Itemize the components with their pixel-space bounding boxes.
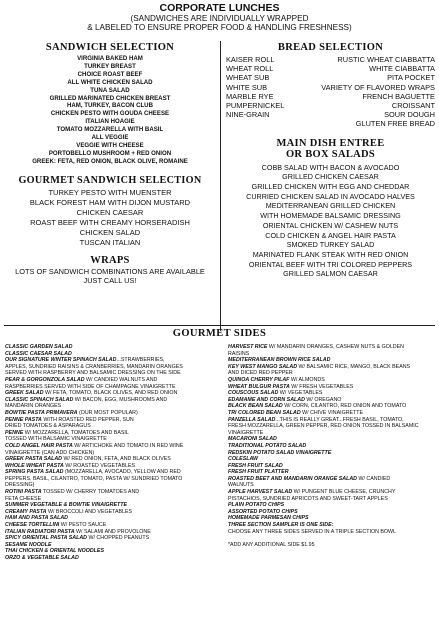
side-item-description: (MOZZARELLA, AVOCADO, YELLOW AND RED xyxy=(63,469,181,476)
bread-item: WHITE CIABBATTA xyxy=(369,64,435,74)
side-item-name: SPRING PASTA SALAD xyxy=(5,469,64,476)
bread-row xyxy=(226,110,435,119)
bread-item: PUMPERNICKEL xyxy=(226,101,285,111)
box-salads-title: OR BOX SALADS xyxy=(285,149,376,161)
side-item-name: PANZELLA SALAD xyxy=(228,416,276,423)
bread-item: WHITE SUB xyxy=(226,82,268,92)
side-item xyxy=(5,436,227,443)
side-item xyxy=(5,522,227,529)
bread-row xyxy=(226,83,435,92)
bread-row xyxy=(226,64,435,73)
side-item-name: COUSCOUS SALAD xyxy=(228,390,279,397)
side-item xyxy=(5,509,227,516)
side-item-name: WHOLE WHEAT PASTA xyxy=(5,462,64,469)
side-item-name: FRESH FRUIT SALAD xyxy=(228,462,283,469)
side-item xyxy=(228,489,436,496)
side-item-name: THREE SECTION SAMPLER IS ONE SIDE: xyxy=(228,522,334,529)
sandwich-item: HAM, TURKEY, BACON CLUB xyxy=(67,102,153,110)
side-item-name: COLD ANGEL HAIR PASTA xyxy=(5,442,73,449)
bread-row xyxy=(226,73,435,82)
sandwich-item: TOMATO MOZZARELLA WITH BASIL xyxy=(56,126,164,134)
side-item-name: BLACK BEAN SALAD xyxy=(228,403,283,410)
side-item-description: ...THIS IS REALLY GREAT...FRESH BASIL, TOMATO, xyxy=(275,416,404,423)
side-item xyxy=(228,515,436,522)
side-item xyxy=(228,344,436,351)
side-item-description: W/ ARTICHOKE AND TOMATO IN RED WINE xyxy=(72,442,184,449)
side-item-name: COLESLAW xyxy=(228,456,259,463)
sandwich-item: VEGGIE WITH CHEESE xyxy=(76,141,144,149)
main-dish-item: ORIENTAL CHICKEN W/ CASHEW NUTS xyxy=(262,220,399,230)
side-item-description: (OUR MOST POPULAR) xyxy=(77,409,138,416)
side-item xyxy=(5,344,227,351)
side-item xyxy=(5,423,227,430)
side-item-name: CHEESE TORTELLINI xyxy=(5,522,60,529)
side-item xyxy=(5,496,227,503)
side-item xyxy=(5,370,227,377)
side-item-description: W/ VEGETABLES xyxy=(278,390,323,397)
side-item-name: HOMEMADE PARMESAN CHIPS xyxy=(228,515,309,522)
side-item-description: PEPPERS, BASIL, CILANTRO, TOMATO, PASTA W/ SUNDRIED TOMATO xyxy=(5,475,183,482)
side-item-description: W/ BACON, EGG, MUSHROOMS AND xyxy=(73,396,168,403)
main-dish-item: MARINATED FLANK STEAK WITH RED ONION xyxy=(252,249,409,259)
main-dish-item: GRILLED CHICKEN WITH EGG AND CHEDDAR xyxy=(251,182,410,192)
side-item xyxy=(228,417,436,424)
sides-left-column xyxy=(5,344,227,562)
side-item-description: FRESH MOZZARELLA, GREEN PEPPER, RED ONION TOSSED IN BALSAMIC xyxy=(228,423,419,430)
side-item-description: *ADD ANY ADDITIONAL SIDE $1.95 xyxy=(228,541,315,548)
side-item xyxy=(228,403,436,410)
side-item xyxy=(228,529,436,536)
side-item xyxy=(5,463,227,470)
side-item-name: QUINOA CHERRY PILAF xyxy=(228,376,290,383)
side-item-description: TOSSED WITH BALSAMIC VINAIGRETTE xyxy=(5,436,107,443)
bread-row xyxy=(226,119,435,128)
main-dish-item: SMOKED TURKEY SALAD xyxy=(286,240,375,250)
bread-item: PITA POCKET xyxy=(387,73,435,83)
sandwich-item: ITALIAN HOAGIE xyxy=(85,118,135,126)
side-item-description: W/ MANDARIN ORANGES, CASHEW NUTS & GOLDEN xyxy=(267,344,404,350)
side-item-name: HAM AND PASTA SALAD xyxy=(5,515,68,522)
side-item xyxy=(5,397,227,404)
side-item-name: PENNE xyxy=(5,429,24,436)
side-item xyxy=(228,397,436,404)
side-item-description: W/ RED ONION, FETA, AND BLACK OLIVES xyxy=(62,456,171,463)
side-item xyxy=(5,542,227,549)
gourmet-sides-title: GOURMET SIDES xyxy=(172,328,267,339)
side-item xyxy=(228,423,436,430)
side-item-description: W/ SALAMI AND PROVOLONE xyxy=(74,528,151,535)
left-column xyxy=(4,42,216,285)
sandwich-item: TUNA SALAD xyxy=(90,86,130,94)
side-item xyxy=(228,357,436,364)
side-item xyxy=(228,509,436,516)
side-item-name: CLASSIC SPINACH SALAD xyxy=(5,396,74,403)
side-item xyxy=(5,529,227,536)
side-item-name: ITALIAN RADIATORI PASTA xyxy=(5,528,75,535)
bread-item: NINE-GRAIN xyxy=(226,110,270,120)
side-item-name: ORZO & VEGETABLE SALAD xyxy=(5,555,79,561)
side-item xyxy=(5,476,227,483)
gourmet-sandwich-item: ROAST BEEF WITH CREAMY HORSERADISH xyxy=(30,217,190,227)
bread-item: WHEAT ROLL xyxy=(226,64,274,74)
side-item-name: HARVEST RICE xyxy=(228,344,268,350)
bread-row xyxy=(226,55,435,64)
main-dish-item: CURRIED CHICKEN SALAD IN AVOCADO HALVES xyxy=(246,191,415,201)
main-dish-item: GRILLED CHICKEN CAESAR xyxy=(282,172,379,182)
sandwich-list xyxy=(4,55,216,166)
side-item-name: PLAIN POTATO CHIPS xyxy=(228,502,285,509)
side-item xyxy=(5,548,227,555)
side-item-name: MACARONI SALAD xyxy=(228,436,277,443)
side-item xyxy=(228,364,436,371)
side-item-name: WHEAT BULGUR PASTA xyxy=(228,383,290,390)
side-item xyxy=(5,456,227,463)
side-item-description: FETA CHEESE xyxy=(5,495,42,502)
bread-item: WHEAT SUB xyxy=(226,73,270,83)
sandwich-item: PORTOBELLO MUSHROOM + RED ONION xyxy=(48,149,172,157)
sandwich-item: CHOICE ROAST BEEF xyxy=(77,70,143,78)
side-item-name: OUR SIGNATURE WINTER SPINACH SALAD xyxy=(5,357,117,364)
side-item xyxy=(5,515,227,522)
main-dish-list xyxy=(226,163,435,279)
side-item-name: SUMMER VEGETABLE & BOWTIE VINAIGRETTE xyxy=(5,502,128,509)
wraps-note-line2: JUST CALL US! xyxy=(83,275,137,285)
side-item-description: DRESSING) xyxy=(5,482,35,489)
bread-item: CROISSANT xyxy=(391,101,435,111)
side-item-description: WITH ROASTED RED PEPPER, SUN xyxy=(41,416,134,423)
side-item-name: BOWTIE PASTA PRIMAVERA xyxy=(5,409,78,416)
side-item xyxy=(5,535,227,542)
bread-item: KAISER ROLL xyxy=(226,55,275,64)
side-item xyxy=(228,476,436,483)
side-item xyxy=(228,482,436,489)
side-item-name: ASSORTED POTATO CHIPS xyxy=(228,508,298,515)
side-item-description: VINAIGRETTE (CAN ADD CHICKEN) xyxy=(5,449,95,456)
bread-item: GLUTEN FREE BREAD xyxy=(355,119,435,129)
side-item-name: REDSKIN POTATO SALAD VINAIGRETTE xyxy=(228,449,332,456)
side-item-description: W/ MOZZARELLA, TOMATOES AND BASIL xyxy=(23,429,129,436)
main-dish-item: COLD CHICKEN & ANGEL HAIR PASTA xyxy=(265,230,396,240)
main-dish-item: ORIENTAL BEEF WITH TRI COLORED PEPPERS xyxy=(248,259,413,269)
gourmet-sandwich-item: CHICKEN CAESAR xyxy=(76,207,144,217)
side-item xyxy=(228,390,436,397)
side-item-description: APPLES, SUNDRIED RAISINS & CRANBERRIES, MANDARIN ORANGES xyxy=(5,363,183,370)
bread-row xyxy=(226,101,435,110)
side-item-name: APPLE HARVEST SALAD xyxy=(228,489,293,496)
main-dish-item: COBB SALAD WITH BACON & AVOCADO xyxy=(261,162,400,172)
side-item xyxy=(5,489,227,496)
side-item xyxy=(228,542,436,549)
side-item-description: W/ ROASTED VEGETABLES xyxy=(63,462,135,469)
side-item-name: PEAR & GORGONZOLA SALAD xyxy=(5,376,85,383)
section-divider xyxy=(4,325,435,326)
side-item-name: THAI CHICKEN & ORIENTAL NOODLES xyxy=(5,548,104,555)
side-item-description: TOSSED W/ CHERRY TOMATOES AND xyxy=(41,489,140,496)
side-item xyxy=(5,482,227,489)
header-note-line1: (SANDWICHES ARE INDIVIDUALLY WRAPPED xyxy=(130,14,309,23)
bread-item: SOUR DOUGH xyxy=(384,110,435,120)
side-item xyxy=(5,469,227,476)
side-item xyxy=(5,555,227,562)
sandwich-item: ALL WHITE CHICKEN SALAD xyxy=(67,78,153,86)
side-item-name: SPICY ORIENTAL PASTA SALAD xyxy=(5,535,88,542)
sandwich-item: TURKEY BREAST xyxy=(84,62,136,70)
side-item xyxy=(5,390,227,397)
gourmet-sandwich-title: GOURMET SANDWICH SELECTION xyxy=(18,174,202,186)
gourmet-sandwich-item: TURKEY PESTO WITH MUENSTER xyxy=(48,187,172,197)
side-item-name: GREEK PASTA SALAD xyxy=(5,456,62,463)
side-item xyxy=(228,463,436,470)
side-item-description: SERVED WITH RASPBERRY AND BALSAMIC DRESSING ON THE SIDE xyxy=(5,370,181,377)
wraps-note-line1: LOTS OF SANDWICH COMBINATIONS ARE AVAILABLE xyxy=(15,266,205,276)
side-item xyxy=(228,469,436,476)
page-title: CORPORATE LUNCHES xyxy=(159,2,280,14)
bread-row xyxy=(226,92,435,101)
side-item xyxy=(228,496,436,503)
side-item xyxy=(228,502,436,509)
side-item-description: RASPBERRIES SERVED WITH SIDE OF CHAMPAGNE VINAIGRETTE xyxy=(5,383,176,390)
side-item-description: CHOOSE ANY THREE SIDES SERVED IN A TRIPLE SECTION BOWL xyxy=(228,528,396,535)
side-item xyxy=(228,351,436,358)
side-item-name: MEDITERRANEAN BROWN RICE SALAD xyxy=(228,357,331,364)
side-item-name: CREAMY PASTA xyxy=(5,508,47,515)
side-item-description: W/ FETA, TOMATO, BLACK OLIVES, AND RED ONION xyxy=(43,390,178,397)
bread-item: MARBLE RYE xyxy=(226,91,274,101)
side-item-description: W/ PESTO SAUCE xyxy=(59,522,107,529)
gourmet-sandwich-item: TUSCAN ITALIAN xyxy=(79,237,141,247)
sandwich-item: ALL VEGGIE xyxy=(91,134,129,142)
side-item xyxy=(228,370,436,377)
bread-item: RUSTIC WHEAT CIABBATTA xyxy=(337,55,435,64)
side-item xyxy=(5,377,227,384)
side-item-name: CLASSIC GARDEN SALAD xyxy=(5,344,73,350)
side-item xyxy=(228,450,436,457)
side-item xyxy=(5,410,227,417)
bread-list xyxy=(226,55,435,129)
bread-selection-title: BREAD SELECTION xyxy=(277,42,384,53)
side-item xyxy=(228,443,436,450)
side-item-description: DRIED TOMATOES & ASPARAGUS xyxy=(5,423,91,430)
side-item xyxy=(228,410,436,417)
sandwich-selection-title: SANDWICH SELECTION xyxy=(45,42,175,53)
main-dish-item: GRILLED SALMON CAESAR xyxy=(283,269,378,279)
side-item-description: W/ PUNGENT BLUE CHEESE, CRUNCHY xyxy=(292,489,396,496)
right-column xyxy=(226,42,435,279)
gourmet-sandwich-list xyxy=(4,188,216,248)
side-item-description: RAISINS xyxy=(228,350,250,357)
side-item xyxy=(228,456,436,463)
sandwich-item: GREEK: FETA, RED ONION, BLACK OLIVE, ROMAINE xyxy=(32,157,188,165)
side-item-description: W/ CANDIED xyxy=(357,475,391,482)
side-item-name: KEY WEST MANGO SALAD xyxy=(228,363,298,370)
side-item xyxy=(228,430,436,437)
bread-item: FRENCH BAGUETTE xyxy=(362,91,435,101)
side-item xyxy=(5,351,227,358)
gourmet-sandwich-item: BLACK FOREST HAM WITH DIJON MUSTARD xyxy=(29,197,191,207)
side-item-description: W/ BROCCOLI AND VEGETABLES xyxy=(46,508,133,515)
side-item xyxy=(5,430,227,437)
side-item-description: W/ BALSAMIC RICE, MANGO, BLACK BEANS xyxy=(297,363,411,370)
side-item-description: W/ FRESH VEGETABLES xyxy=(289,383,354,390)
gourmet-sandwich-item: CHICKEN SALAD xyxy=(79,227,141,237)
side-item-name: ROASTED BEET AND MANDARIN ORANGE SALAD xyxy=(228,475,357,482)
side-item xyxy=(5,502,227,509)
sandwich-item: VIRGINIA BAKED HAM xyxy=(77,55,143,62)
menu-header xyxy=(0,3,439,32)
side-item-name: FRESH FRUIT PLATTER xyxy=(228,469,289,476)
side-item-description: W/ CANDIED WALNUTS AND xyxy=(84,376,158,383)
side-item-name: TRI COLORED BEAN SALAD xyxy=(228,409,301,416)
side-item xyxy=(5,357,227,364)
side-item-description: ...STRAWBERRIES, xyxy=(116,357,165,364)
column-divider xyxy=(220,41,221,331)
side-item-name: GREEK SALAD xyxy=(5,390,44,397)
wraps-title: WRAPS xyxy=(90,254,130,266)
sandwich-item: GRILLED MARINATED CHICKEN BREAST xyxy=(49,94,171,102)
side-item-description: W/ CHOPPED PEANUTS xyxy=(87,535,150,542)
side-item-description: W/ ALMONDS xyxy=(289,376,325,383)
sandwich-item: CHICKEN PESTO WITH GOUDA CHEESE xyxy=(50,110,170,118)
side-item-name: EDAMAME AND CORN SALAD xyxy=(228,396,305,403)
side-item-name: PENNE PASTA xyxy=(5,416,42,423)
bread-item: VARIETY OF FLAVORED WRAPS xyxy=(321,82,435,92)
side-item xyxy=(228,384,436,391)
side-item xyxy=(5,403,227,410)
side-item-description: W/ OREGANO xyxy=(304,396,342,403)
side-item-description: AND DICED RED PEPPER xyxy=(228,370,293,377)
side-item-name: TRADITIONAL POTATO SALAD xyxy=(228,442,307,449)
side-item xyxy=(228,436,436,443)
side-item-description: W/ CHIVE VINAIGRETTE xyxy=(300,409,364,416)
side-item-description: PISTACHIOS, SUNDRIED APRICOTS AND SWEET-TART APPLES xyxy=(228,495,388,502)
side-item-description: WALNUTS xyxy=(228,482,254,489)
side-item xyxy=(228,522,436,529)
side-item xyxy=(5,417,227,424)
side-item xyxy=(228,535,436,542)
main-dish-item: MEDITERRANEAN GRILLED CHICKEN xyxy=(265,201,396,211)
side-item-description: MANDARIN ORANGES xyxy=(5,403,62,410)
sides-right-column xyxy=(228,344,436,548)
main-dish-title: MAIN DISH ENTREE xyxy=(276,137,385,149)
side-item-name: CLASSIC CAESAR SALAD xyxy=(5,350,72,357)
side-item xyxy=(5,384,227,391)
main-dish-item: WITH HOMEMADE BALSAMIC DRESSING xyxy=(260,211,401,221)
side-item xyxy=(5,443,227,450)
side-item xyxy=(5,364,227,371)
side-item xyxy=(5,450,227,457)
side-item-name: ROTINI PASTA xyxy=(5,489,42,496)
side-item-description: VINAIGRETTE xyxy=(228,429,264,436)
side-item xyxy=(228,377,436,384)
header-note-line2: & LABELED TO ENSURE PROPER FOOD & HANDLING FRESHNESS) xyxy=(87,23,352,32)
side-item-name: SESAME NOODLE xyxy=(5,541,52,548)
side-item-description: W/ CORN, CILANTRO, RED ONION AND TOMATO xyxy=(282,403,407,410)
